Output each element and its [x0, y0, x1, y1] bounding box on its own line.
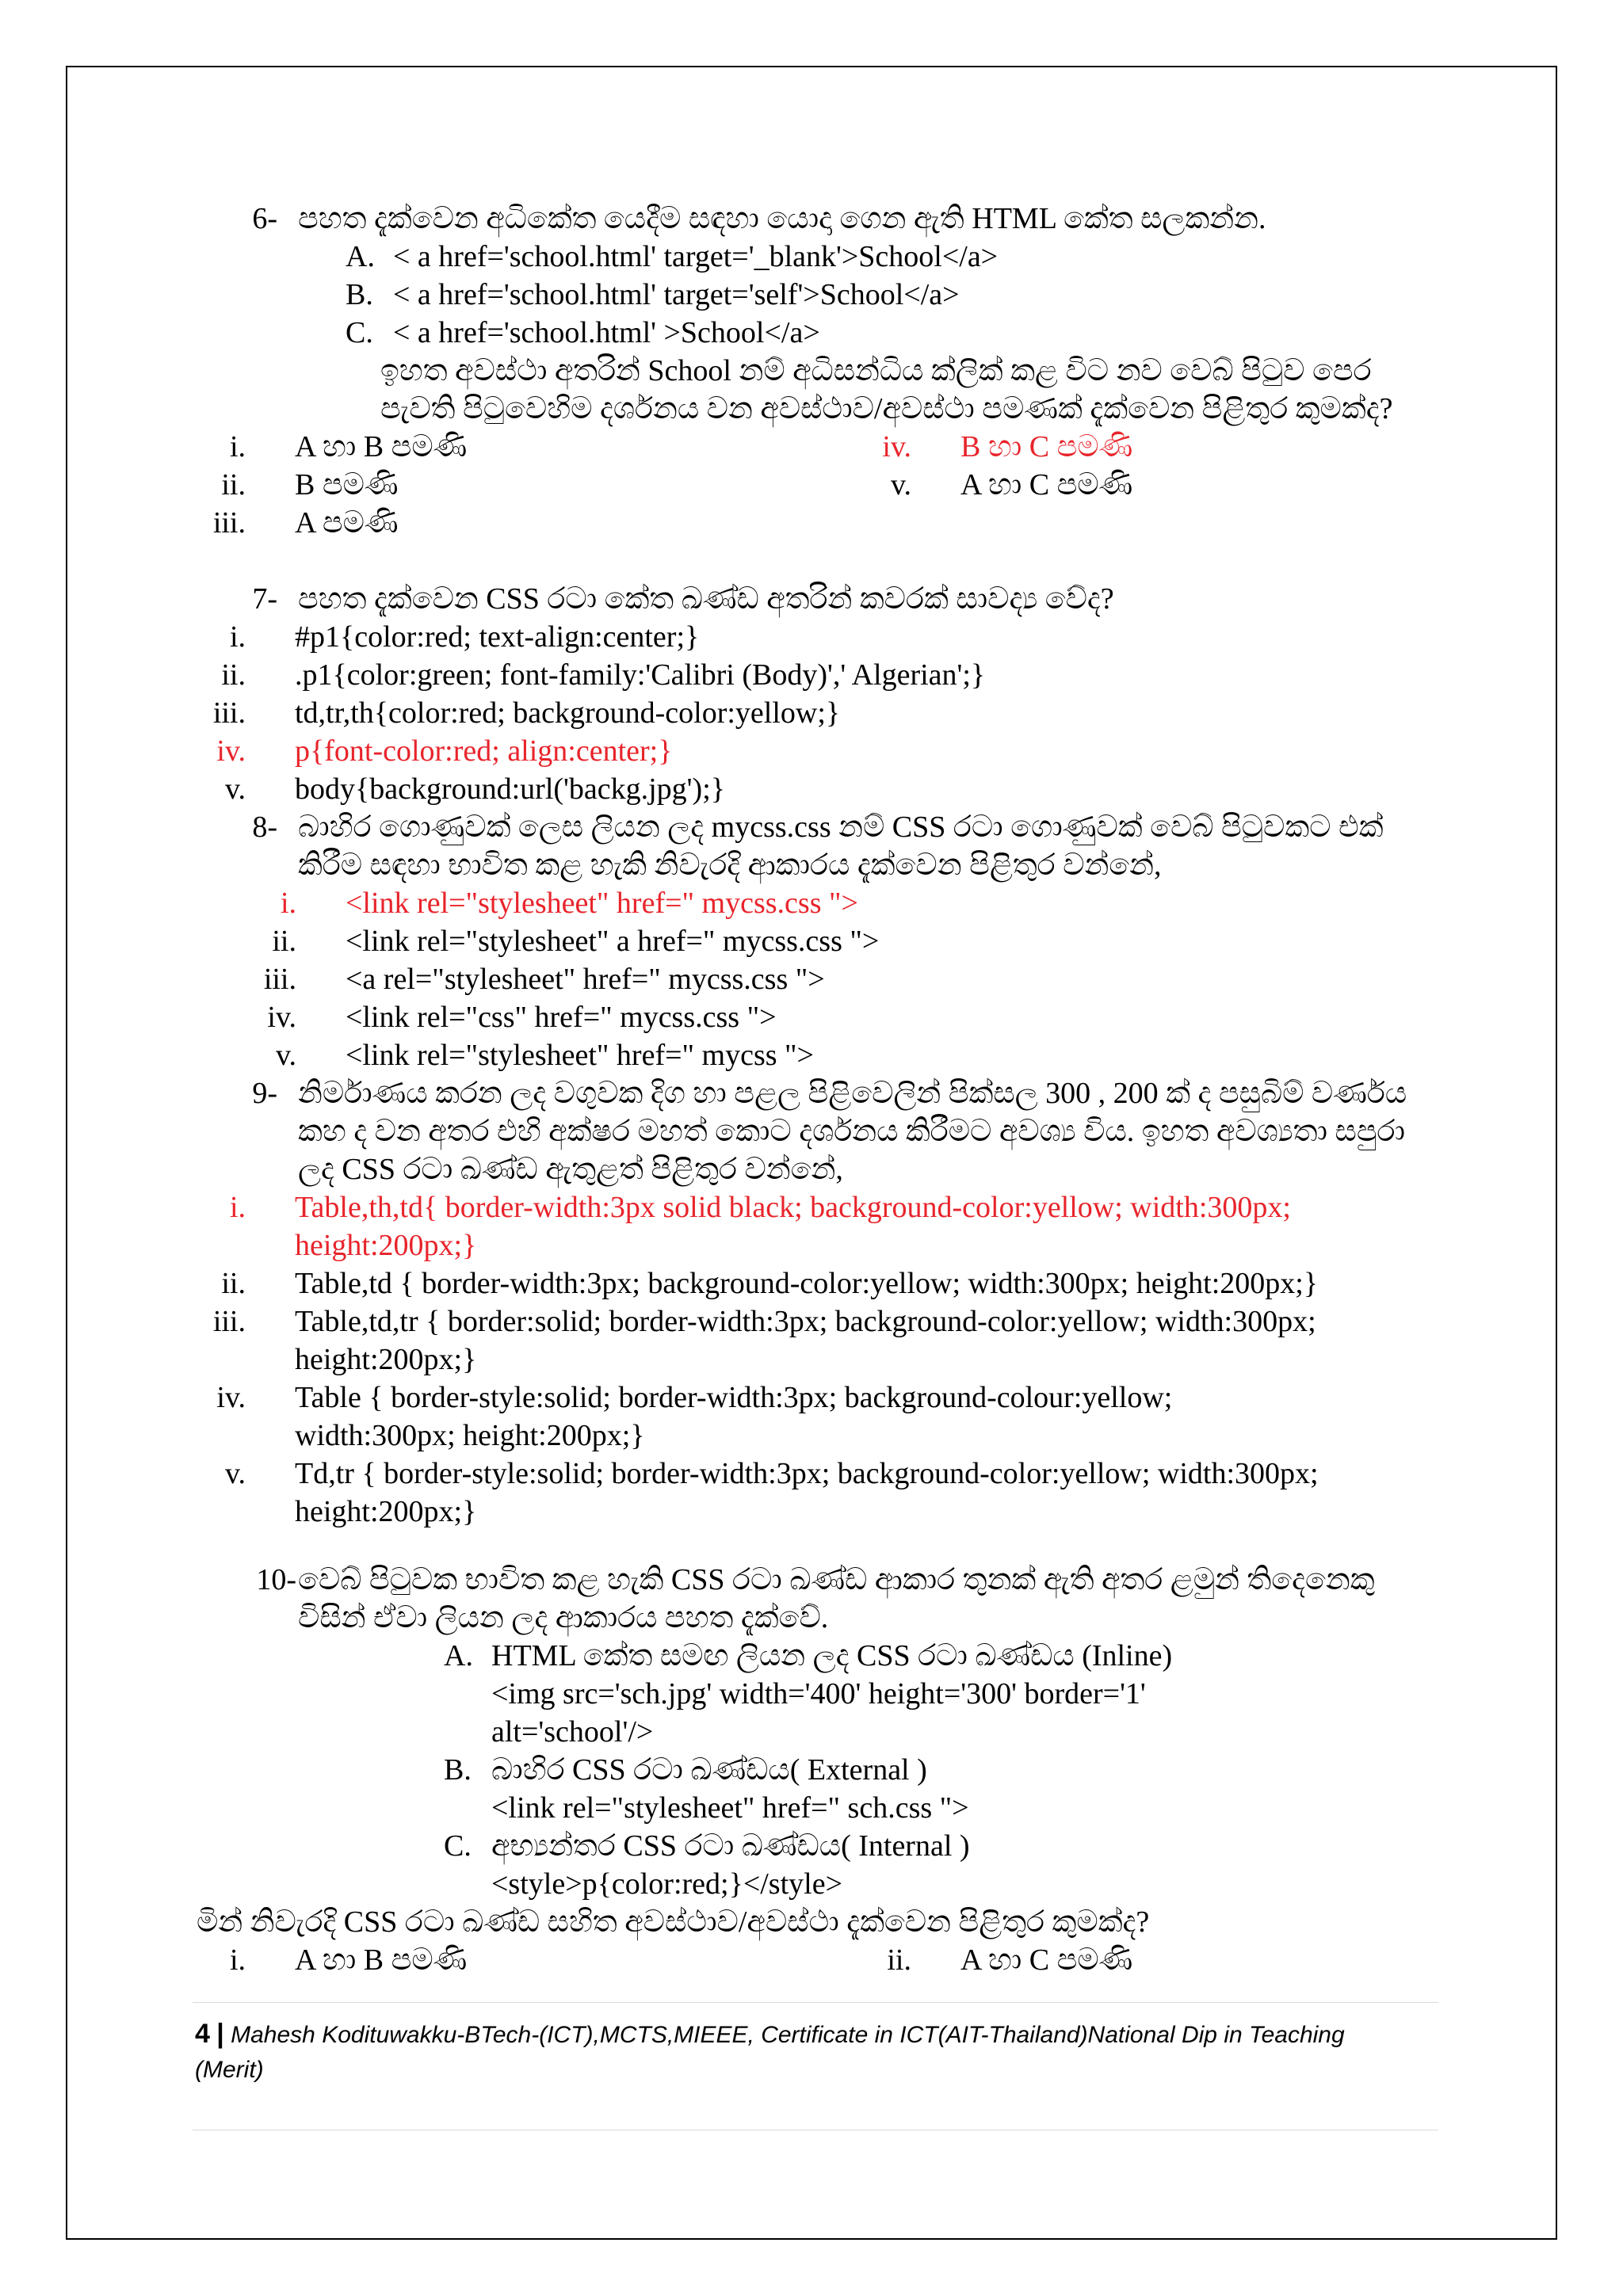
q10-option-ii: A හා C පමණි	[960, 1943, 1133, 1977]
q9-option-iv-line-2: width:300px; height:200px;}	[295, 1419, 645, 1452]
q6-option-v-num: v.	[890, 468, 911, 502]
q10-number: 10-	[256, 1563, 296, 1596]
q6-code-a-label: A.	[346, 240, 375, 273]
q8-option-iv-num: iv.	[267, 1001, 296, 1034]
q6-code-a: < a href='school.html' target='_blank'>School</a>	[393, 240, 999, 273]
q10-stem-line-1: වෙබ් පිටුවක භාවිත කළ හැකි CSS රටා ඛණ්ඩ ආකාර තුනක් ඇති අතර ළමුන් තිදෙනෙකු	[298, 1563, 1375, 1596]
q9-number: 9-	[252, 1077, 277, 1110]
q9-option-iii-line-1: Table,td,tr { border:solid; border-width:3px; background-color:yellow; width:300px;	[295, 1305, 1316, 1338]
q6-code-b-label: B.	[346, 278, 373, 311]
q6-question-line-2: පැවති පිටුවෙහිම දර්ශනය වන අවස්ථාව/අවස්ථා පමණක් දැක්වෙන පිළිතුර කුමක්ද?	[380, 392, 1393, 425]
q10-item-c-code-1: <style>p{color:red;}</style>	[491, 1867, 843, 1901]
q7-option-i-num: i.	[229, 620, 246, 654]
q7-option-iii-num: iii.	[212, 696, 246, 730]
q6-option-ii-num: ii.	[221, 468, 246, 502]
q6-option-ii: B පමණි	[295, 468, 399, 502]
q6-code-b: < a href='school.html' target='self'>School</a>	[393, 278, 960, 311]
q10-option-ii-num: ii.	[887, 1943, 911, 1977]
q10-item-c-title: අභ්‍යන්තර CSS රටා ඛණ්ඩය( Internal )	[491, 1829, 970, 1863]
q7-option-ii-num: ii.	[221, 658, 246, 692]
q10-item-b-title: බාහිර CSS රටා ඛණ්ඩය( External )	[491, 1753, 927, 1787]
q8-option-i-num: i.	[280, 887, 296, 920]
q9-option-i-num: i.	[229, 1191, 246, 1224]
q6-number: 6-	[252, 202, 277, 235]
q7-option-v-num: v.	[224, 772, 246, 806]
q9-option-ii-num: ii.	[221, 1267, 246, 1300]
q6-option-i-num: i.	[229, 430, 246, 463]
footer-credit-line-2: (Merit)	[195, 2057, 264, 2083]
q9-stem-line-3: ලද CSS රටා ඛණ්ඩ ඇතුළත් පිළිතුර වන්නේ,	[298, 1153, 843, 1186]
q7-option-i: #p1{color:red; text-align:center;}	[295, 620, 700, 654]
q7-option-iv-answer: p{font-color:red; align:center;}	[295, 734, 673, 768]
q9-stem-line-2: කහ ද වන අතර එහි අක්ෂර මහත් කොට දර්ශනය කිරීමට අවශ්‍ය විය. ඉහත අවශ්‍යතා සපුරා	[298, 1115, 1405, 1148]
q8-option-iii-num: iii.	[263, 963, 296, 996]
q10-option-i: A හා B පමණි	[295, 1943, 468, 1977]
q6-option-iii-num: iii.	[212, 506, 246, 540]
q6-stem: පහත දැක්වෙන අධිකේත යෙදීම සඳහා යොදා ගෙන ඇති HTML කේත සලකන්න.	[298, 202, 1266, 235]
q9-option-iv-num: iv.	[216, 1381, 246, 1414]
q6-option-iii: A පමණි	[295, 506, 399, 540]
q6-question-line-1: ඉහත අවස්ථා අතරින් School නම් අධිසන්ධිය ක්ලික් කළ විට නව වෙබ් පිටුව පෙර	[380, 354, 1372, 387]
q9-option-v-line-1: Td,tr { border-style:solid; border-width:3px; background-color:yellow; width:300px;	[295, 1457, 1319, 1490]
q9-option-v-line-2: height:200px;}	[295, 1495, 477, 1528]
q8-option-ii-num: ii.	[272, 925, 296, 958]
q10-item-a-code-1: <img src='sch.jpg' width='400' height='300' border='1'	[491, 1677, 1146, 1711]
q9-stem-line-1: නිර්මාණය කරන ලද වගුවක දිග හා පළල පිළිවෙලින් පික්සල 300 , 200 ක් ද පසුබිම් වර්ණය	[298, 1077, 1407, 1110]
q9-option-v-num: v.	[224, 1457, 246, 1490]
q7-option-iii: td,tr,th{color:red; background-color:yellow;}	[295, 696, 841, 730]
q8-option-i-answer: <link rel="stylesheet" href=" mycss.css ">	[346, 887, 858, 920]
q7-stem: පහත දැක්වෙන CSS රටා කේත ඛණ්ඩ අතරින් කවරක් සාවද්‍ය වේද?	[298, 582, 1114, 616]
q10-question: මින් නිවැරදි CSS රටා ඛණ්ඩ සහිත අවස්ථාව/අවස්ථා දැක්වෙන පිළිතුර කුමක්ද?	[197, 1905, 1150, 1939]
q10-item-b-code-1: <link rel="stylesheet" href=" sch.css ">	[491, 1791, 969, 1825]
q6-option-iv-answer: B හා C පමණි	[960, 430, 1133, 463]
q8-stem-line-2: කිරීම සඳහා භාවිත කළ හැකි නිවැරදි ආකාරය දැක්වෙන පිළිතුර වන්නේ,	[298, 849, 1162, 882]
q9-option-iii-num: iii.	[212, 1305, 246, 1338]
footer	[195, 2016, 1431, 2088]
q8-stem-line-1: බාහිර ගොණුවක් ලෙස ලියන ලද mycss.css නම් CSS රටා ගොණුවක් වෙබ් පිටුවකට එක්	[298, 810, 1384, 844]
q10-item-a-title: HTML කේත සමඟ ලියන ලද CSS රටා ඛණ්ඩය (Inline)	[491, 1639, 1173, 1672]
q9-option-iv-line-1: Table { border-style:solid; border-width:3px; background-colour:yellow;	[295, 1381, 1173, 1414]
q8-option-v-num: v.	[275, 1039, 296, 1072]
q6-option-i: A හා B පමණි	[295, 430, 468, 463]
q9-option-ii-line-1: Table,td { border-width:3px; background-color:yellow; width:300px; height:200px;}	[295, 1267, 1319, 1300]
page-number: 4	[195, 2019, 210, 2049]
q6-option-v: A හා C පමණි	[960, 468, 1133, 502]
q7-option-v: body{background:url('backg.jpg');}	[295, 772, 725, 806]
q7-option-ii: .p1{color:green; font-family:'Calibri (Body)',' Algerian';}	[295, 658, 986, 692]
q6-option-iv-num: iv.	[882, 430, 911, 463]
q6-code-c-label: C.	[346, 316, 373, 349]
q10-item-a-label: A.	[444, 1639, 473, 1672]
q8-option-ii: <link rel="stylesheet" a href=" mycss.css ">	[346, 925, 880, 958]
q8-number: 8-	[252, 810, 277, 844]
q9-option-i-answer-line-2: height:200px;}	[295, 1229, 477, 1262]
q10-item-c-label: C.	[444, 1829, 472, 1863]
q7-number: 7-	[252, 582, 277, 616]
footer-rule-top	[193, 2002, 1438, 2003]
q10-stem-line-2: විසින් ඒවා ලියන ලද ආකාරය පහත දැක්වේ.	[298, 1601, 829, 1634]
q7-option-iv-num: iv.	[216, 734, 246, 768]
q10-option-i-num: i.	[229, 1943, 246, 1977]
q10-item-a-code-2: alt='school'/>	[491, 1715, 654, 1749]
q8-option-v: <link rel="stylesheet" href=" mycss ">	[346, 1039, 814, 1072]
q8-option-iii: <a rel="stylesheet" href=" mycss.css ">	[346, 963, 825, 996]
footer-separator: |	[216, 2019, 224, 2049]
q9-option-i-answer-line-1: Table,th,td{ border-width:3px solid black; background-color:yellow; width:300px;	[295, 1191, 1291, 1224]
q8-option-iv: <link rel="css" href=" mycss.css ">	[346, 1001, 777, 1034]
q10-item-b-label: B.	[444, 1753, 472, 1787]
q9-option-iii-line-2: height:200px;}	[295, 1343, 477, 1376]
q6-code-c: < a href='school.html' >School</a>	[393, 316, 820, 349]
footer-credit-line-1: Mahesh Kodituwakku-BTech-(ICT),MCTS,MIEEE, Certificate in ICT(AIT-Thailand)National Dip in Teaching	[231, 2022, 1345, 2048]
